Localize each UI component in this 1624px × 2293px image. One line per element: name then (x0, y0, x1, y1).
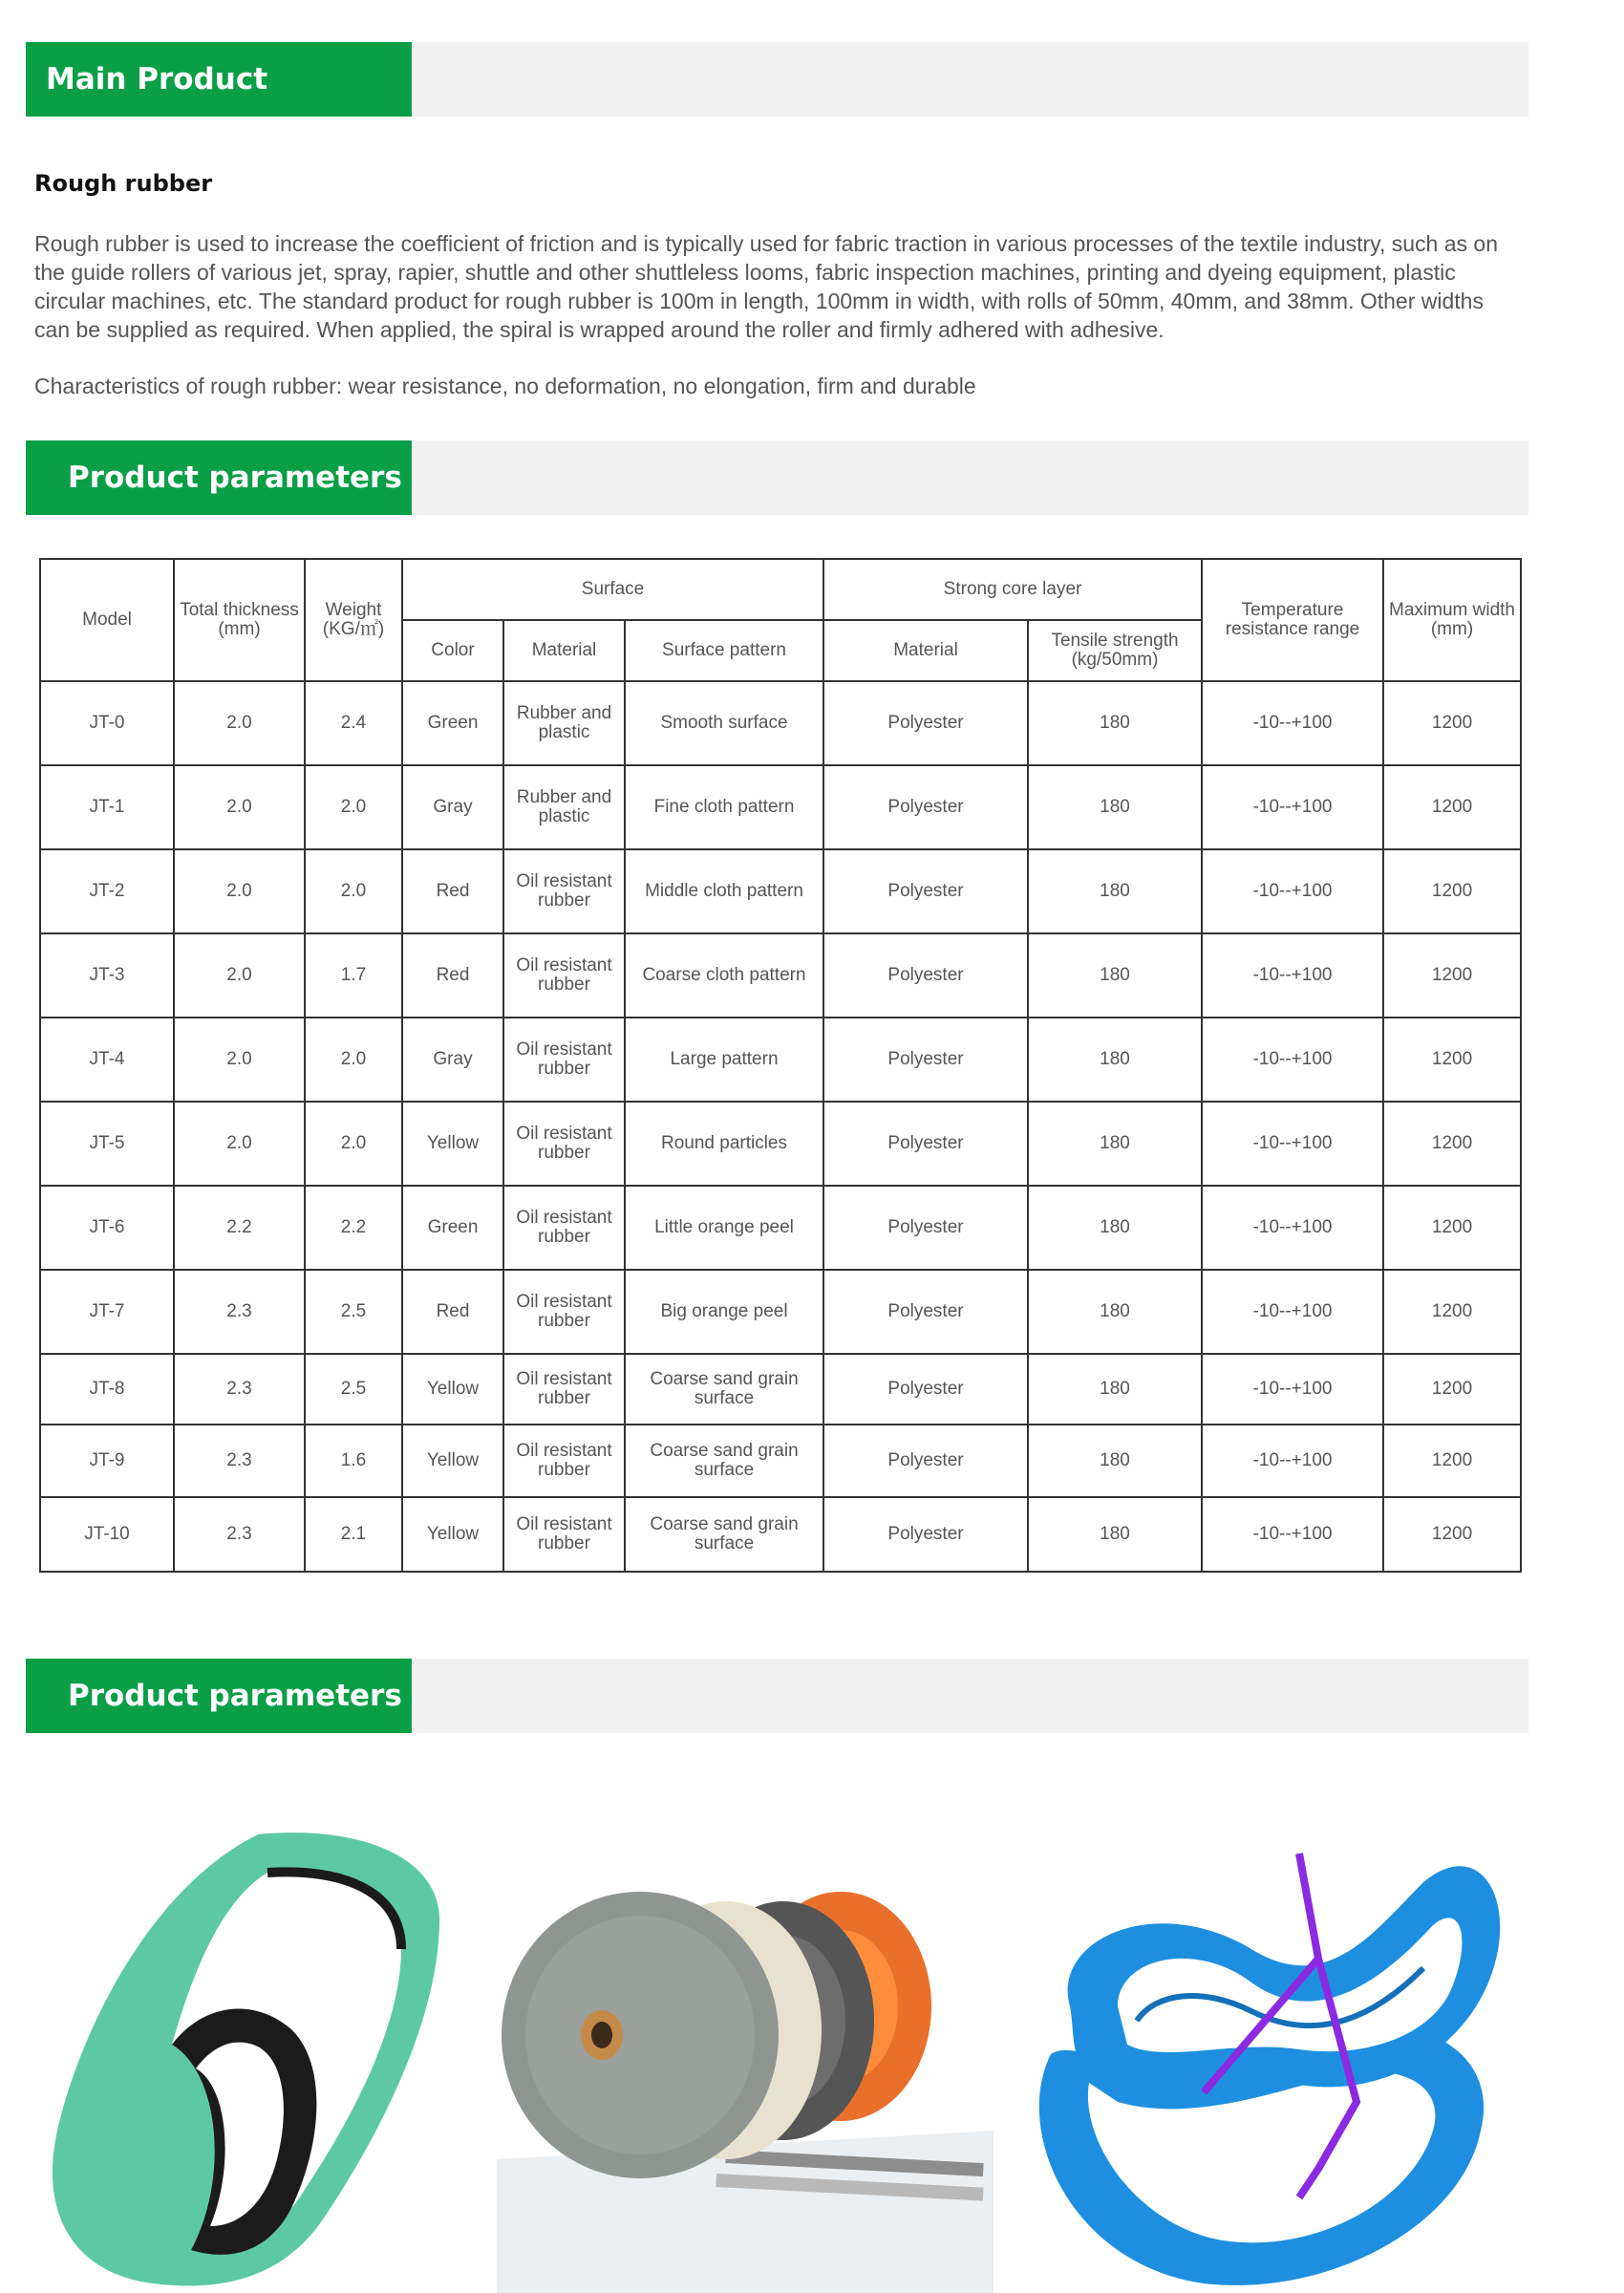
cell-material: Oil resistant rubber (503, 1018, 625, 1102)
cell-thickness: 2.2 (174, 1186, 305, 1270)
cell-temp: -10--+100 (1202, 1497, 1383, 1572)
cell-temp: -10--+100 (1202, 1186, 1383, 1270)
cell-pattern: Coarse sand grain surface (625, 1354, 823, 1425)
cell-pattern: Large pattern (625, 1018, 823, 1102)
cell-width: 1200 (1383, 1354, 1521, 1425)
cell-weight: 2.5 (305, 1354, 402, 1425)
cell-thickness: 2.3 (174, 1425, 305, 1497)
cell-model: JT-0 (40, 681, 174, 765)
cell-tensile: 180 (1028, 1102, 1202, 1186)
cell-width: 1200 (1383, 1018, 1521, 1102)
cell-thickness: 2.0 (174, 849, 305, 933)
section-header-params (26, 440, 1528, 515)
cell-tensile: 180 (1028, 1425, 1202, 1497)
header-core: Strong core layer (823, 559, 1202, 620)
cell-pattern: Smooth surface (625, 681, 823, 765)
cell-weight: 2.0 (305, 849, 402, 933)
cell-weight: 2.5 (305, 1270, 402, 1354)
cell-pattern: Middle cloth pattern (625, 849, 823, 933)
cell-color: Gray (402, 1018, 503, 1102)
cell-material: Oil resistant rubber (503, 1425, 625, 1497)
cell-model: JT-4 (40, 1018, 174, 1102)
header-weight: Weight (KG/㎡) (305, 559, 402, 681)
cell-width: 1200 (1383, 933, 1521, 1018)
cell-model: JT-2 (40, 849, 174, 933)
cell-thickness: 2.0 (174, 1018, 305, 1102)
cell-temp: -10--+100 (1202, 1018, 1383, 1102)
cell-material: Oil resistant rubber (503, 1270, 625, 1354)
cell-thickness: 2.0 (174, 681, 305, 765)
rubber-rolls-photo (497, 1844, 994, 2293)
cell-model: JT-7 (40, 1270, 174, 1354)
table-row (40, 1102, 1521, 1186)
cell-tensile: 180 (1028, 1497, 1202, 1572)
cell-width: 1200 (1383, 1497, 1521, 1572)
cell-tensile: 180 (1028, 1270, 1202, 1354)
cell-model: JT-8 (40, 1354, 174, 1425)
cell-width: 1200 (1383, 1425, 1521, 1497)
cell-material: Oil resistant rubber (503, 1186, 625, 1270)
cell-tensile: 180 (1028, 1354, 1202, 1425)
cell-width: 1200 (1383, 1102, 1521, 1186)
cell-tensile: 180 (1028, 681, 1202, 765)
cell-temp: -10--+100 (1202, 849, 1383, 933)
cell-core: Polyester (823, 1102, 1028, 1186)
cell-weight: 1.7 (305, 933, 402, 1018)
table-row (40, 765, 1521, 849)
cell-thickness: 2.3 (174, 1270, 305, 1354)
section-header-images (26, 1659, 1528, 1733)
cell-pattern: Coarse sand grain surface (625, 1425, 823, 1497)
header-surface: Surface (402, 559, 823, 620)
cell-color: Yellow (402, 1425, 503, 1497)
cell-thickness: 2.3 (174, 1497, 305, 1572)
table-row (40, 933, 1521, 1018)
cell-core: Polyester (823, 1186, 1028, 1270)
cell-core: Polyester (823, 1270, 1028, 1354)
cell-width: 1200 (1383, 1270, 1521, 1354)
cell-weight: 2.0 (305, 765, 402, 849)
blue-belts-photo (1013, 1815, 1509, 2293)
product-description: Rough rubber is used to increase the coefficient of friction and is typically used for fabric traction in various processes of the textile industry, such as on the guide rollers of various jet, spray, rapier, shuttle and other shuttleless looms, fabric inspection machines, printing and dyeing equipment, plastic circular machines, etc. The standard product for rough rubber is 100m in length, 100mm in width, with rolls of 50mm, 40mm, and 38mm. Other widths can be supplied as required. When applied, the spiral is wrapped around the roller and firmly adhered with adhesive. (34, 231, 1498, 342)
cell-temp: -10--+100 (1202, 933, 1383, 1018)
cell-weight: 1.6 (305, 1425, 402, 1497)
cell-model: JT-10 (40, 1497, 174, 1572)
table-row (40, 1270, 1521, 1354)
product-heading: Rough rubber (34, 170, 213, 197)
cell-color: Red (402, 1270, 503, 1354)
cell-tensile: 180 (1028, 933, 1202, 1018)
cell-pattern: Little orange peel (625, 1186, 823, 1270)
section-header-intro (26, 42, 1528, 171)
cell-tensile: 180 (1028, 849, 1202, 933)
table-body (40, 681, 1521, 1572)
cell-material: Rubber and plastic (503, 681, 625, 765)
cell-material: Oil resistant rubber (503, 849, 625, 933)
table-row (40, 1186, 1521, 1270)
cell-color: Yellow (402, 1354, 503, 1425)
cell-width: 1200 (1383, 681, 1521, 765)
cell-thickness: 2.0 (174, 765, 305, 849)
cell-material: Oil resistant rubber (503, 1354, 625, 1425)
cell-temp: -10--+100 (1202, 1425, 1383, 1497)
cell-temp: -10--+100 (1202, 1354, 1383, 1425)
cell-pattern: Coarse sand grain surface (625, 1497, 823, 1572)
table-row (40, 1018, 1521, 1102)
parameters-table (39, 558, 1522, 1573)
cell-weight: 2.2 (305, 1186, 402, 1270)
cell-color: Yellow (402, 1102, 503, 1186)
cell-weight: 2.1 (305, 1497, 402, 1572)
cell-color: Gray (402, 765, 503, 849)
cell-core: Polyester (823, 849, 1028, 933)
cell-pattern: Round particles (625, 1102, 823, 1186)
header-temperature: Temperature resistance range (1202, 559, 1383, 681)
cell-material: Oil resistant rubber (503, 933, 625, 1018)
cell-core: Polyester (823, 1425, 1028, 1497)
cell-width: 1200 (1383, 765, 1521, 849)
green-belt-photo (38, 1815, 459, 2293)
table-row (40, 1497, 1521, 1572)
cell-model: JT-6 (40, 1186, 174, 1270)
header-thickness: Total thickness (mm) (174, 559, 305, 681)
cell-temp: -10--+100 (1202, 1102, 1383, 1186)
cell-material: Oil resistant rubber (503, 1102, 625, 1186)
header-tensile: Tensile strength (kg/50mm) (1028, 620, 1202, 681)
cell-core: Polyester (823, 1354, 1028, 1425)
cell-tensile: 180 (1028, 1018, 1202, 1102)
header-color: Color (402, 620, 503, 681)
cell-core: Polyester (823, 681, 1028, 765)
cell-color: Yellow (402, 1497, 503, 1572)
table-row (40, 1425, 1521, 1497)
cell-tensile: 180 (1028, 765, 1202, 849)
cell-width: 1200 (1383, 849, 1521, 933)
cell-thickness: 2.0 (174, 933, 305, 1018)
cell-color: Red (402, 849, 503, 933)
cell-core: Polyester (823, 1497, 1028, 1572)
table-row (40, 849, 1521, 933)
cell-pattern: Fine cloth pattern (625, 765, 823, 849)
cell-pattern: Coarse cloth pattern (625, 933, 823, 1018)
cell-temp: -10--+100 (1202, 681, 1383, 765)
section-title-params: Product parameters (26, 440, 412, 515)
cell-core: Polyester (823, 933, 1028, 1018)
header-model: Model (40, 559, 174, 681)
table-row (40, 681, 1521, 765)
cell-model: JT-9 (40, 1425, 174, 1497)
cell-weight: 2.0 (305, 1102, 402, 1186)
cell-temp: -10--+100 (1202, 765, 1383, 849)
header-core-material: Material (823, 620, 1028, 681)
cell-thickness: 2.0 (174, 1102, 305, 1186)
cell-model: JT-1 (40, 765, 174, 849)
cell-color: Red (402, 933, 503, 1018)
cell-material: Oil resistant rubber (503, 1497, 625, 1572)
cell-core: Polyester (823, 765, 1028, 849)
header-max-width: Maximum width (mm) (1383, 559, 1521, 681)
section-title-intro: Main Product Introduction (26, 42, 412, 117)
cell-weight: 2.4 (305, 681, 402, 765)
cell-temp: -10--+100 (1202, 1270, 1383, 1354)
cell-model: JT-5 (40, 1102, 174, 1186)
cell-thickness: 2.3 (174, 1354, 305, 1425)
cell-model: JT-3 (40, 933, 174, 1018)
cell-weight: 2.0 (305, 1018, 402, 1102)
header-pattern: Surface pattern (625, 620, 823, 681)
cell-material: Rubber and plastic (503, 765, 625, 849)
header-material: Material (503, 620, 625, 681)
cell-pattern: Big orange peel (625, 1270, 823, 1354)
table-row (40, 1354, 1521, 1425)
product-characteristics: Characteristics of rough rubber: wear resistance, no deformation, no elongation, firm and durable (34, 374, 976, 398)
cell-color: Green (402, 681, 503, 765)
cell-tensile: 180 (1028, 1186, 1202, 1270)
section-title-images: Product parameters (26, 1659, 412, 1733)
cell-width: 1200 (1383, 1186, 1521, 1270)
cell-core: Polyester (823, 1018, 1028, 1102)
cell-color: Green (402, 1186, 503, 1270)
